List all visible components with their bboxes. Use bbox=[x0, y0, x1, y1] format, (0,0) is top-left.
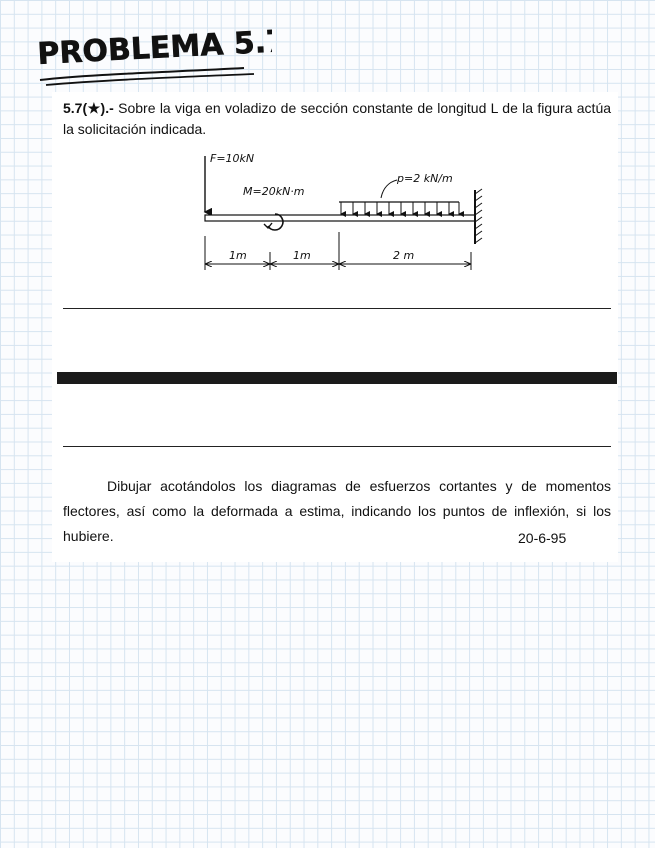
heading-text: PROBLEMA 5.7 bbox=[36, 23, 272, 72]
moment-arrowhead bbox=[264, 223, 272, 228]
distributed-label-leader bbox=[381, 180, 397, 198]
dimension-label-3: 2 m bbox=[393, 249, 415, 262]
problem-statement bbox=[63, 98, 611, 140]
heading-svg bbox=[32, 22, 272, 92]
task-instructions: Dibujar acotándolos los diagramas de esfuerzos cortantes y de momentos flectores, así como la deformada a estima, indicando los puntos de inflexión, si los hubiere. bbox=[63, 478, 611, 544]
handwritten-heading bbox=[32, 22, 272, 92]
divider-bottom bbox=[63, 446, 611, 447]
dimension-label-1: 1m bbox=[229, 249, 247, 262]
problem-number: 5.7(★).- bbox=[63, 100, 114, 116]
distributed-label: p=2 kN/m bbox=[397, 172, 453, 185]
divider-thick bbox=[57, 372, 617, 384]
heading-underline-2 bbox=[46, 74, 254, 85]
problem-text: Sobre la viga en voladizo de sección constante de longitud L de la figura actúa la solicitación indicada. bbox=[63, 100, 612, 137]
fixed-support-hatch bbox=[475, 189, 482, 243]
beam-svg bbox=[195, 148, 495, 278]
divider-top bbox=[63, 308, 611, 309]
beam-figure bbox=[195, 148, 495, 278]
moment-label: M=20kN·m bbox=[243, 185, 305, 198]
force-label: F=10kN bbox=[210, 152, 255, 165]
dimension-label-2: 1m bbox=[293, 249, 311, 262]
beam bbox=[205, 215, 475, 221]
distributed-load-arrows bbox=[341, 202, 459, 214]
problem-date: 20-6-95 bbox=[518, 530, 567, 546]
